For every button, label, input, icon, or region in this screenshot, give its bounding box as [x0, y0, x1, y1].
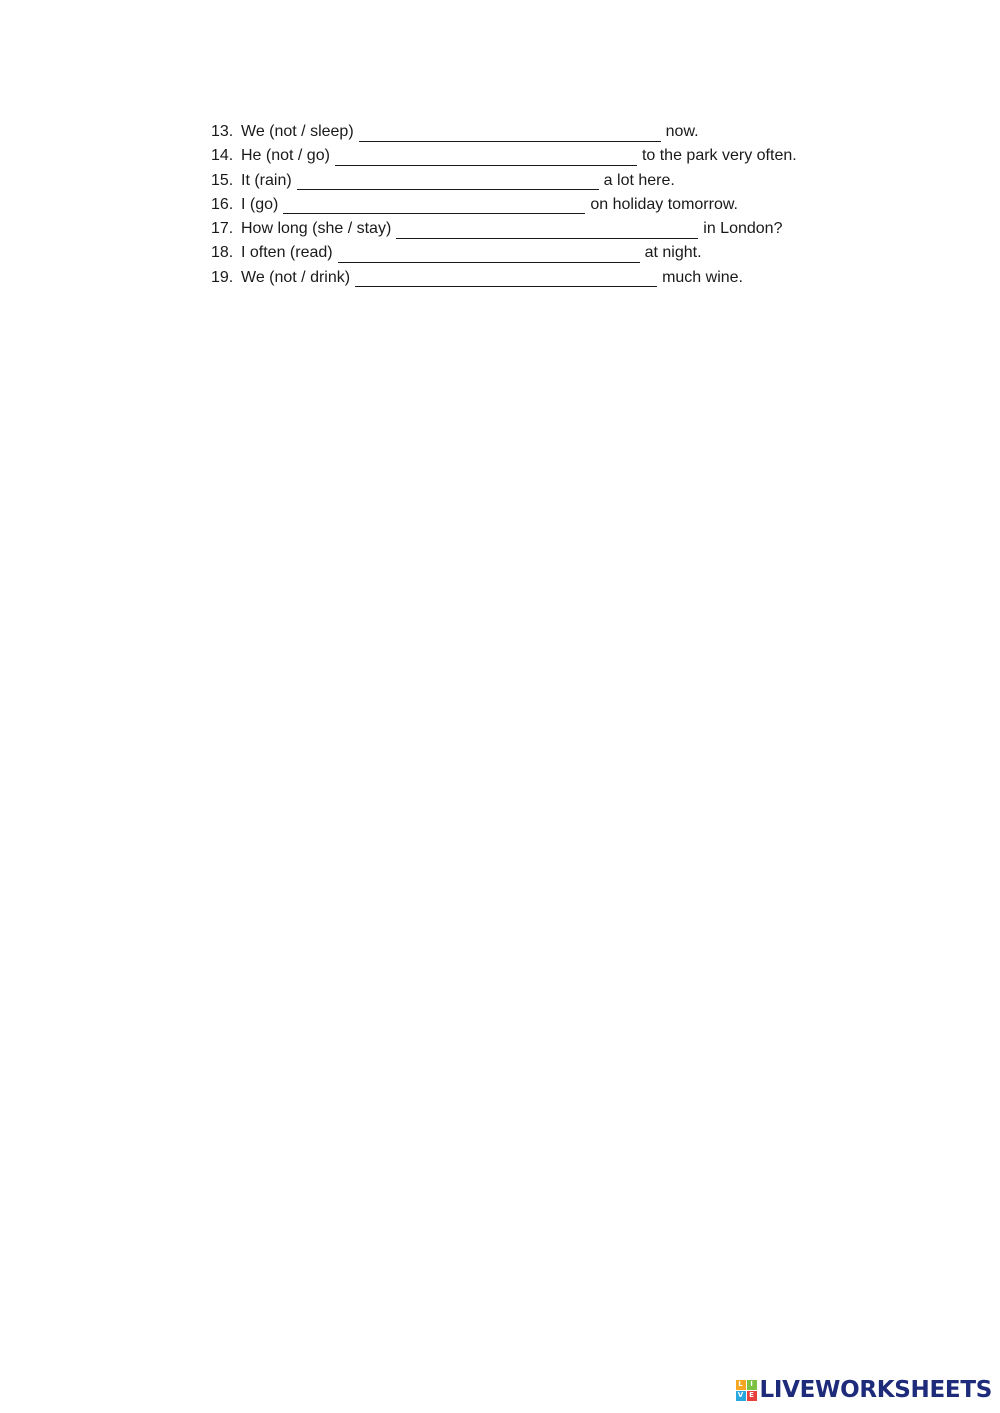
exercise-item-19: [211, 266, 911, 290]
item-prompt: I (go): [241, 195, 279, 213]
exercise-item-18: [211, 241, 911, 265]
worksheet: [211, 120, 911, 290]
item-suffix: at night.: [644, 244, 702, 262]
item-prompt: I often (read): [241, 244, 333, 262]
item-prompt: He (not / go): [241, 147, 330, 165]
answer-input-16[interactable]: [283, 199, 585, 214]
exercise-item-16: [211, 193, 911, 217]
answer-input-18[interactable]: [338, 248, 640, 263]
liveworksheets-brand: [736, 1375, 992, 1405]
answer-input-17[interactable]: [396, 224, 698, 239]
item-number: 13.: [211, 123, 234, 140]
item-suffix: to the park very often.: [641, 147, 797, 165]
item-prompt: We (not / sleep): [241, 123, 354, 140]
item-suffix: much wine.: [662, 268, 743, 286]
item-number: 14.: [211, 147, 234, 165]
item-suffix: in London?: [703, 220, 783, 238]
exercise-list: [211, 120, 911, 290]
exercise-item-15: [211, 169, 911, 193]
item-suffix: now.: [665, 123, 699, 140]
item-prompt: It (rain): [241, 171, 292, 189]
answer-input-19[interactable]: [355, 272, 657, 287]
item-number: 16.: [211, 195, 234, 213]
logo-tile: L: [736, 1380, 746, 1390]
answer-input-13[interactable]: [359, 127, 661, 142]
answer-input-15[interactable]: [297, 175, 599, 190]
logo-tile: I: [747, 1380, 757, 1390]
item-number: 15.: [211, 171, 234, 189]
brand-name: LIVEWORKSHEETS: [759, 1377, 992, 1403]
logo-tile: E: [747, 1391, 757, 1401]
item-suffix: on holiday tomorrow.: [590, 195, 738, 213]
item-number: 19.: [211, 268, 234, 286]
liveworksheets-logo-icon: [736, 1380, 757, 1401]
exercise-item-17: [211, 217, 911, 241]
answer-input-14[interactable]: [335, 151, 637, 166]
exercise-item-14: [211, 144, 911, 168]
item-prompt: We (not / drink): [241, 268, 351, 286]
item-suffix: a lot here.: [603, 171, 675, 189]
item-number: 17.: [211, 220, 234, 238]
item-prompt: How long (she / stay): [241, 220, 392, 238]
exercise-item-13: [211, 120, 911, 144]
logo-tile: V: [736, 1391, 746, 1401]
item-number: 18.: [211, 244, 234, 262]
